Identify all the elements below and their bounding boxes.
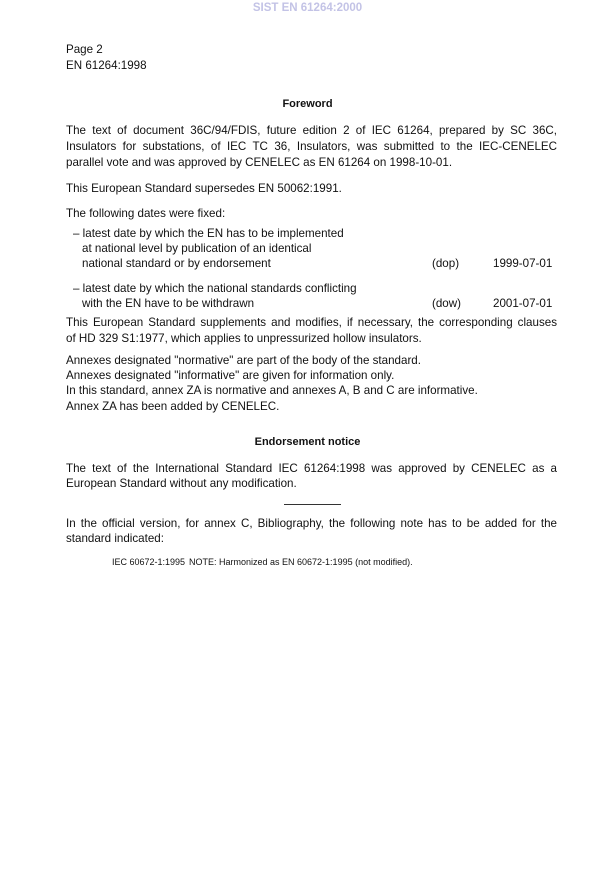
dow-line: with the EN have to be withdrawn <box>82 297 255 310</box>
annex-line: Annexes designated "informative" are given for information only. <box>66 369 395 382</box>
supplement-line: of HD 329 S1:1977, which applies to unpressurized hollow insulators. <box>66 332 422 345</box>
dop-line: national standard or by endorsement <box>82 257 271 270</box>
foreword-heading: Foreword <box>282 98 333 110</box>
endorsement-line: European Standard without any modification. <box>66 477 297 490</box>
page-number: Page 2 <box>66 43 103 56</box>
document-id: EN 61264:1998 <box>66 59 147 72</box>
dop-date: 1999-07-01 <box>493 257 553 270</box>
endorsement-heading: Endorsement notice <box>254 436 361 448</box>
supplement-line: This European Standard supplements and modifies, if necessary, the corresponding clauses <box>66 316 557 329</box>
annex-line: In this standard, annex ZA is normative and annexes A, B and C are informative. <box>66 384 478 397</box>
watermark: SIST EN 61264:2000 <box>252 2 363 14</box>
endorsement-line: The text of the International Standard IEC 61264:1998 was approved by CENELEC as a <box>66 462 557 475</box>
dop-code: (dop) <box>432 257 460 270</box>
official-line: In the official version, for annex C, Bibliography, the following note has to be added for the <box>66 517 557 530</box>
foreword-para-line: Insulators for substations, of IEC TC 36, Insulators, was submitted to the IEC-CENELEC <box>66 140 557 153</box>
foreword-para-line: The text of document 36C/94/FDIS, future edition 2 of IEC 61264, prepared by SC 36C, <box>66 124 557 137</box>
official-line: standard indicated: <box>66 532 164 545</box>
foreword-para-line: parallel vote and was approved by CENELEC as EN 61264 on 1998-10-01. <box>66 156 453 169</box>
annex-line: Annex ZA has been added by CENELEC. <box>66 400 280 413</box>
dates-intro: The following dates were fixed: <box>66 207 226 220</box>
dow-line: – latest date by which the national standards conflicting <box>73 282 357 295</box>
annex-line: Annexes designated "normative" are part of the body of the standard. <box>66 354 421 367</box>
dop-line: at national level by publication of an identical <box>82 242 312 255</box>
dow-date: 2001-07-01 <box>493 297 553 310</box>
dow-code: (dow) <box>432 297 461 310</box>
reference-standard: IEC 60672-1:1995 <box>112 557 186 567</box>
reference-note: NOTE: Harmonized as EN 60672-1:1995 (not modified). <box>189 557 413 567</box>
supersedes-text: This European Standard supersedes EN 50062:1991. <box>66 182 342 195</box>
dop-line: – latest date by which the EN has to be implemented <box>73 227 344 240</box>
divider <box>284 504 341 505</box>
